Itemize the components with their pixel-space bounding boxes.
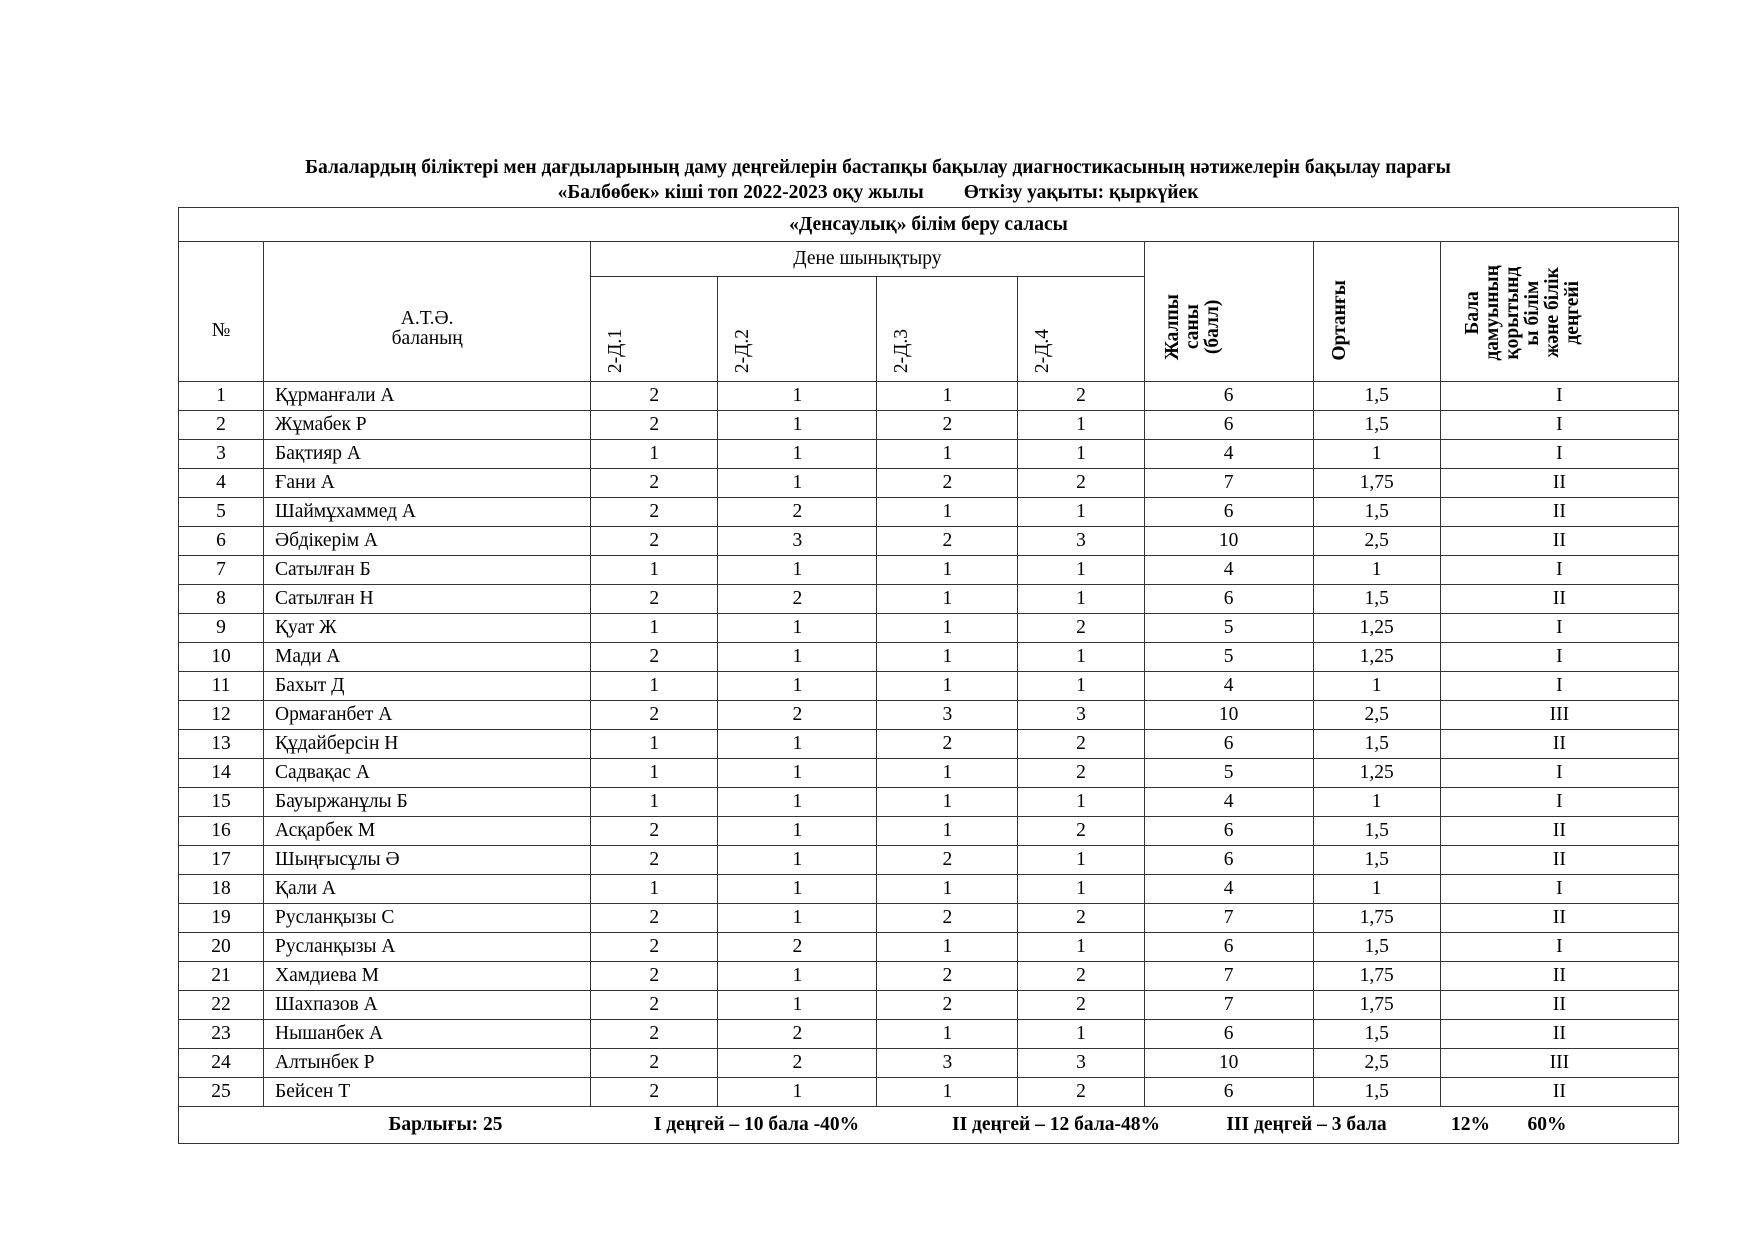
child-name-cell: Садвақас А: [264, 759, 591, 788]
child-name-cell: Сатылған Н: [264, 585, 591, 614]
score-d2-cell: 1: [718, 875, 877, 904]
child-name-cell: Қали А: [264, 875, 591, 904]
total-score-cell: 10: [1144, 701, 1313, 730]
table-row: [179, 672, 1679, 701]
level-cell: II: [1440, 1020, 1678, 1049]
level-cell: I: [1440, 411, 1678, 440]
table-row: [179, 1049, 1679, 1078]
level-cell: II: [1440, 817, 1678, 846]
average-score-cell: 1,5: [1313, 411, 1440, 440]
total-score-cell: 10: [1144, 527, 1313, 556]
average-score-cell: 2,5: [1313, 701, 1440, 730]
level-cell: II: [1440, 991, 1678, 1020]
level-cell: II: [1440, 846, 1678, 875]
score-d1-cell: 1: [591, 875, 718, 904]
score-d4-cell: 3: [1018, 1049, 1144, 1078]
score-d2-cell: 1: [718, 382, 877, 411]
document-subtitle: [178, 181, 1578, 205]
row-number-cell: 16: [179, 817, 264, 846]
level-cell: I: [1440, 672, 1678, 701]
score-d4-cell: 2: [1018, 614, 1144, 643]
table-row: [179, 614, 1679, 643]
row-number-cell: 3: [179, 440, 264, 469]
level-cell: I: [1440, 556, 1678, 585]
table-row: [179, 701, 1679, 730]
table-row: [179, 527, 1679, 556]
level-cell: I: [1440, 759, 1678, 788]
score-d1-cell: 1: [591, 788, 718, 817]
score-d1-cell: 2: [591, 701, 718, 730]
score-d4-cell: 2: [1018, 991, 1144, 1020]
row-number-cell: 14: [179, 759, 264, 788]
total-score-cell: 10: [1144, 1049, 1313, 1078]
child-name-cell: Мади А: [264, 643, 591, 672]
row-number-cell: 15: [179, 788, 264, 817]
level-cell: I: [1440, 643, 1678, 672]
score-d3-cell: 1: [877, 1078, 1018, 1107]
score-d2-cell: 2: [718, 701, 877, 730]
score-d1-cell: 2: [591, 817, 718, 846]
score-d4-cell: 3: [1018, 701, 1144, 730]
score-d4-cell: 2: [1018, 382, 1144, 411]
score-d2-cell: 1: [718, 904, 877, 933]
child-name-cell: Қуат Ж: [264, 614, 591, 643]
score-d1-cell: 1: [591, 759, 718, 788]
average-score-cell: 1,75: [1313, 904, 1440, 933]
row-number-cell: 13: [179, 730, 264, 759]
col-d4-label: 2-Д.4: [1032, 328, 1054, 373]
row-number-cell: 4: [179, 469, 264, 498]
score-d1-cell: 2: [591, 1020, 718, 1049]
col-average-header: [1313, 242, 1440, 382]
table-row: [179, 846, 1679, 875]
score-d1-cell: 2: [591, 411, 718, 440]
score-d1-cell: 2: [591, 382, 718, 411]
level-cell: II: [1440, 904, 1678, 933]
level-cell: I: [1440, 614, 1678, 643]
score-d2-cell: 1: [718, 556, 877, 585]
score-d3-cell: 2: [877, 411, 1018, 440]
score-d4-cell: 2: [1018, 759, 1144, 788]
average-score-cell: 1: [1313, 788, 1440, 817]
document-title: Балалардың біліктері мен дағдыларының даму деңгейлерін бастапқы бақылау диагностикасының нәтижелерін бақылау парағы: [305, 157, 1451, 178]
total-score-cell: 4: [1144, 672, 1313, 701]
score-d4-cell: 1: [1018, 498, 1144, 527]
row-number-cell: 18: [179, 875, 264, 904]
level-cell: II: [1440, 730, 1678, 759]
level-cell: II: [1440, 527, 1678, 556]
total-score-cell: 6: [1144, 1078, 1313, 1107]
row-number-cell: 19: [179, 904, 264, 933]
score-d1-cell: 1: [591, 730, 718, 759]
table-row: [179, 759, 1679, 788]
score-d4-cell: 1: [1018, 846, 1144, 875]
score-d1-cell: 1: [591, 614, 718, 643]
score-d4-cell: 3: [1018, 527, 1144, 556]
table-row: [179, 382, 1679, 411]
score-d2-cell: 1: [718, 759, 877, 788]
score-d3-cell: 1: [877, 817, 1018, 846]
total-score-cell: 6: [1144, 1020, 1313, 1049]
child-name-cell: Бауыржанұлы Б: [264, 788, 591, 817]
total-score-cell: 6: [1144, 730, 1313, 759]
total-score-cell: 4: [1144, 440, 1313, 469]
total-score-cell: 7: [1144, 904, 1313, 933]
score-d2-cell: 3: [718, 527, 877, 556]
level-cell: II: [1440, 498, 1678, 527]
average-score-cell: 2,5: [1313, 1049, 1440, 1078]
score-d4-cell: 1: [1018, 672, 1144, 701]
table-row: [179, 469, 1679, 498]
average-score-cell: 1,25: [1313, 759, 1440, 788]
total-score-cell: 6: [1144, 846, 1313, 875]
score-d2-cell: 1: [718, 846, 877, 875]
score-d1-cell: 1: [591, 556, 718, 585]
level-cell: II: [1440, 1078, 1678, 1107]
score-d4-cell: 2: [1018, 1078, 1144, 1107]
score-d4-cell: 1: [1018, 1020, 1144, 1049]
row-number-cell: 20: [179, 933, 264, 962]
average-score-cell: 1,5: [1313, 1078, 1440, 1107]
summary-row: [179, 1107, 1679, 1144]
col-name-header: [264, 242, 591, 382]
score-d3-cell: 1: [877, 556, 1018, 585]
row-number-cell: 24: [179, 1049, 264, 1078]
score-d4-cell: 2: [1018, 817, 1144, 846]
score-d3-cell: 1: [877, 440, 1018, 469]
average-score-cell: 1,5: [1313, 846, 1440, 875]
child-name-cell: Шахпазов А: [264, 991, 591, 1020]
score-d4-cell: 2: [1018, 904, 1144, 933]
row-number-cell: 17: [179, 846, 264, 875]
table-row: [179, 991, 1679, 1020]
child-name-cell: Әбдікерім А: [264, 527, 591, 556]
child-name-cell: Сатылған Б: [264, 556, 591, 585]
row-number-cell: 12: [179, 701, 264, 730]
table-row: [179, 933, 1679, 962]
col-number-label: №: [211, 319, 231, 341]
score-d4-cell: 1: [1018, 556, 1144, 585]
table-row: [179, 440, 1679, 469]
child-name-cell: Бахыт Д: [264, 672, 591, 701]
child-name-cell: Шыңғысұлы Ә: [264, 846, 591, 875]
total-score-cell: 5: [1144, 643, 1313, 672]
score-d1-cell: 2: [591, 469, 718, 498]
score-d1-cell: 2: [591, 527, 718, 556]
total-score-cell: 7: [1144, 469, 1313, 498]
child-name-cell: Хамдиева М: [264, 962, 591, 991]
score-d1-cell: 2: [591, 904, 718, 933]
average-score-cell: 1: [1313, 672, 1440, 701]
score-d4-cell: 1: [1018, 933, 1144, 962]
total-score-cell: 5: [1144, 759, 1313, 788]
col-d1-header: [591, 277, 718, 382]
level-cell: I: [1440, 788, 1678, 817]
row-number-cell: 5: [179, 498, 264, 527]
score-d2-cell: 1: [718, 962, 877, 991]
score-d2-cell: 2: [718, 1020, 877, 1049]
table-row: [179, 904, 1679, 933]
table-row: [179, 1020, 1679, 1049]
child-name-cell: Ғани А: [264, 469, 591, 498]
average-score-cell: 1,25: [1313, 614, 1440, 643]
score-d2-cell: 1: [718, 643, 877, 672]
score-d3-cell: 2: [877, 469, 1018, 498]
average-score-cell: 1,5: [1313, 1020, 1440, 1049]
score-d2-cell: 2: [718, 498, 877, 527]
score-d2-cell: 2: [718, 585, 877, 614]
col-level-header: [1440, 242, 1678, 382]
total-score-cell: 6: [1144, 498, 1313, 527]
average-score-cell: 1,5: [1313, 498, 1440, 527]
level-cell: III: [1440, 1049, 1678, 1078]
score-d2-cell: 2: [718, 1049, 877, 1078]
score-d1-cell: 2: [591, 991, 718, 1020]
score-d3-cell: 2: [877, 846, 1018, 875]
total-score-cell: 6: [1144, 585, 1313, 614]
score-d1-cell: 2: [591, 962, 718, 991]
table-row: [179, 585, 1679, 614]
score-d3-cell: 1: [877, 382, 1018, 411]
score-d4-cell: 1: [1018, 411, 1144, 440]
average-score-cell: 1: [1313, 556, 1440, 585]
score-d4-cell: 1: [1018, 875, 1144, 904]
col-d4-header: [1018, 277, 1144, 382]
score-d3-cell: 3: [877, 1049, 1018, 1078]
score-d2-cell: 1: [718, 440, 877, 469]
summary-level2: II деңгей – 12 бала-48%: [951, 1114, 1161, 1136]
total-score-cell: 4: [1144, 875, 1313, 904]
score-d3-cell: 1: [877, 759, 1018, 788]
child-name-cell: Бақтияр А: [264, 440, 591, 469]
average-score-cell: 1,25: [1313, 643, 1440, 672]
child-name-cell: Жұмабек Р: [264, 411, 591, 440]
total-score-cell: 6: [1144, 817, 1313, 846]
level-cell: I: [1440, 382, 1678, 411]
average-score-cell: 1,5: [1313, 817, 1440, 846]
table-row: [179, 411, 1679, 440]
col-name-line1: А.Т.Ә.: [400, 308, 454, 329]
diagnostics-table: [178, 207, 1679, 1144]
child-name-cell: Русланқызы С: [264, 904, 591, 933]
score-d2-cell: 1: [718, 614, 877, 643]
score-d2-cell: 1: [718, 1078, 877, 1107]
row-number-cell: 11: [179, 672, 264, 701]
summary-level3-pct: 12%: [1451, 1114, 1490, 1136]
row-number-cell: 10: [179, 643, 264, 672]
score-d2-cell: 1: [718, 672, 877, 701]
level-cell: I: [1440, 933, 1678, 962]
total-score-cell: 6: [1144, 933, 1313, 962]
table-row: [179, 498, 1679, 527]
score-d3-cell: 2: [877, 527, 1018, 556]
held-time: Өткізу уақыты: қыркүйек: [963, 182, 1199, 203]
score-d3-cell: 2: [877, 991, 1018, 1020]
child-name-cell: Шаймұхаммед А: [264, 498, 591, 527]
summary-overall-pct: 60%: [1527, 1114, 1567, 1136]
score-d1-cell: 2: [591, 933, 718, 962]
col-d1-label: 2-Д.1: [605, 328, 627, 373]
table-row: [179, 556, 1679, 585]
score-d2-cell: 1: [718, 730, 877, 759]
score-d4-cell: 1: [1018, 643, 1144, 672]
score-d1-cell: 2: [591, 1049, 718, 1078]
row-number-cell: 22: [179, 991, 264, 1020]
score-d3-cell: 2: [877, 730, 1018, 759]
average-score-cell: 2,5: [1313, 527, 1440, 556]
score-d2-cell: 1: [718, 411, 877, 440]
average-score-cell: 1,5: [1313, 730, 1440, 759]
row-number-cell: 8: [179, 585, 264, 614]
level-cell: II: [1440, 962, 1678, 991]
total-score-cell: 4: [1144, 556, 1313, 585]
score-d4-cell: 2: [1018, 730, 1144, 759]
child-name-cell: Алтынбек Р: [264, 1049, 591, 1078]
score-d2-cell: 1: [718, 991, 877, 1020]
score-d3-cell: 2: [877, 962, 1018, 991]
score-d1-cell: 2: [591, 585, 718, 614]
score-d4-cell: 2: [1018, 469, 1144, 498]
summary-level3: III деңгей – 3 бала: [1226, 1114, 1387, 1136]
level-cell: II: [1440, 469, 1678, 498]
average-score-cell: 1,75: [1313, 991, 1440, 1020]
table-row: [179, 730, 1679, 759]
score-d2-cell: 2: [718, 933, 877, 962]
row-number-cell: 2: [179, 411, 264, 440]
col-name-line2: баланың: [391, 327, 463, 349]
col-d2-header: [718, 277, 877, 382]
summary-level1: I деңгей – 10 бала -40%: [653, 1114, 860, 1136]
score-d1-cell: 2: [591, 643, 718, 672]
row-number-cell: 9: [179, 614, 264, 643]
score-d3-cell: 1: [877, 1020, 1018, 1049]
row-number-cell: 6: [179, 527, 264, 556]
col-level-label: Бала дамуының қорытынд ы білім және білік деңгейі: [1461, 264, 1583, 361]
child-name-cell: Нышанбек А: [264, 1020, 591, 1049]
score-d3-cell: 1: [877, 498, 1018, 527]
total-score-cell: 7: [1144, 991, 1313, 1020]
child-name-cell: Асқарбек М: [264, 817, 591, 846]
child-name-cell: Русланқызы А: [264, 933, 591, 962]
average-score-cell: 1,5: [1313, 585, 1440, 614]
average-score-cell: 1: [1313, 875, 1440, 904]
table-row: [179, 788, 1679, 817]
score-d2-cell: 1: [718, 817, 877, 846]
col-total-header: [1144, 242, 1313, 382]
row-number-cell: 7: [179, 556, 264, 585]
score-d4-cell: 2: [1018, 962, 1144, 991]
score-d4-cell: 1: [1018, 585, 1144, 614]
child-name-cell: Құдайберсін Н: [264, 730, 591, 759]
education-area-header: «Денсаулық» білім беру саласы: [179, 208, 1679, 242]
col-average-label: Ортанғы: [1328, 279, 1350, 361]
score-d3-cell: 2: [877, 904, 1018, 933]
average-score-cell: 1,75: [1313, 469, 1440, 498]
total-score-cell: 6: [1144, 382, 1313, 411]
average-score-cell: 1,5: [1313, 382, 1440, 411]
table-row: [179, 962, 1679, 991]
score-d1-cell: 2: [591, 1078, 718, 1107]
child-name-cell: Құрманғали А: [264, 382, 591, 411]
total-score-cell: 4: [1144, 788, 1313, 817]
average-score-cell: 1: [1313, 440, 1440, 469]
score-d3-cell: 3: [877, 701, 1018, 730]
col-number-header: [179, 242, 264, 382]
score-d4-cell: 1: [1018, 440, 1144, 469]
row-number-cell: 21: [179, 962, 264, 991]
row-number-cell: 25: [179, 1078, 264, 1107]
score-d3-cell: 1: [877, 875, 1018, 904]
child-name-cell: Бейсен Т: [264, 1078, 591, 1107]
child-name-cell: Ормағанбет А: [264, 701, 591, 730]
summary-total: Барлығы: 25: [388, 1114, 503, 1136]
score-d2-cell: 1: [718, 788, 877, 817]
table-row: [179, 875, 1679, 904]
level-cell: II: [1440, 585, 1678, 614]
average-score-cell: 1,5: [1313, 933, 1440, 962]
level-cell: III: [1440, 701, 1678, 730]
score-d3-cell: 1: [877, 585, 1018, 614]
col-d3-label: 2-Д.3: [891, 328, 913, 373]
row-number-cell: 23: [179, 1020, 264, 1049]
row-number-cell: 1: [179, 382, 264, 411]
total-score-cell: 6: [1144, 411, 1313, 440]
score-d1-cell: 2: [591, 846, 718, 875]
level-cell: I: [1440, 440, 1678, 469]
table-body: [179, 382, 1679, 1107]
table-row: [179, 643, 1679, 672]
table-row: [179, 1078, 1679, 1107]
total-score-cell: 7: [1144, 962, 1313, 991]
average-score-cell: 1,75: [1313, 962, 1440, 991]
col-d3-header: [877, 277, 1018, 382]
table-row: [179, 817, 1679, 846]
col-d2-label: 2-Д.2: [732, 328, 754, 373]
score-d4-cell: 1: [1018, 788, 1144, 817]
score-d3-cell: 1: [877, 643, 1018, 672]
score-d1-cell: 2: [591, 498, 718, 527]
group-year: «Балбөбек» кіші топ 2022-2023 оқу жылы: [557, 182, 924, 203]
total-score-cell: 5: [1144, 614, 1313, 643]
score-d3-cell: 1: [877, 933, 1018, 962]
score-d3-cell: 1: [877, 614, 1018, 643]
score-d1-cell: 1: [591, 440, 718, 469]
physical-education-header: Дене шынықтыру: [591, 242, 1144, 277]
score-d2-cell: 1: [718, 469, 877, 498]
score-d1-cell: 1: [591, 672, 718, 701]
col-total-label: Жалпы саны (балл): [1161, 294, 1223, 361]
score-d3-cell: 1: [877, 672, 1018, 701]
level-cell: I: [1440, 875, 1678, 904]
score-d3-cell: 1: [877, 788, 1018, 817]
